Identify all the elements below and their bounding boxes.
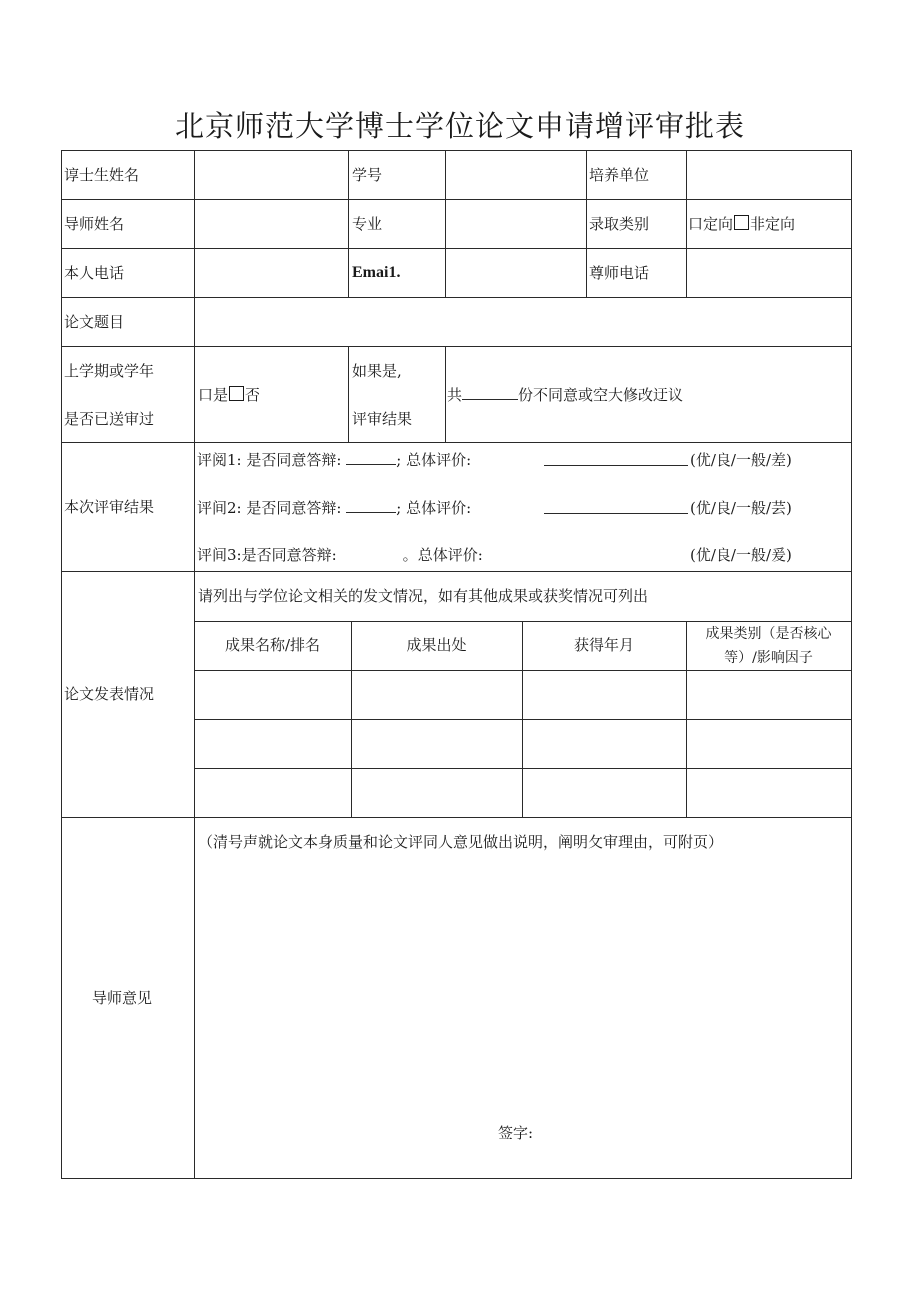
reviewer-2-line: 评间2: 是否同意答辩: ; 总体评价:	[197, 499, 472, 517]
advisor-opinion-field[interactable]	[196, 860, 849, 1110]
major-field[interactable]	[447, 201, 584, 247]
col-divider	[348, 150, 349, 298]
nondirected-option[interactable]: 非定向	[750, 215, 796, 233]
thesis-topic-field[interactable]	[196, 299, 849, 345]
col-divider	[686, 150, 687, 298]
row-divider	[61, 297, 852, 298]
student-id-field[interactable]	[447, 152, 584, 198]
personal-phone-label: 本人电话	[64, 264, 125, 282]
row-divider	[61, 248, 852, 249]
pub-header-category-line2: 等）/影响因子	[724, 650, 813, 666]
prior-review-options	[198, 385, 260, 405]
col-divider	[445, 150, 446, 298]
no-option[interactable]: 否	[245, 386, 261, 404]
advisor-name-field[interactable]	[196, 201, 346, 247]
advisor-phone-label: 尊师电话	[589, 264, 650, 282]
publications-instruction: 请列出与学位论文相关的发文情况，如有其他成果或获奖情况可列出	[198, 587, 649, 605]
page-title: 北京师范大学博士学位论文申请增评审批表	[174, 109, 745, 143]
table-row[interactable]	[195, 671, 851, 718]
row-divider	[61, 571, 852, 572]
if-yes-label-line2: 评审结果	[352, 410, 413, 428]
no-checkbox[interactable]	[229, 386, 244, 401]
major-label: 专业	[352, 215, 383, 233]
col-divider	[194, 150, 195, 1178]
table-border-right	[851, 150, 852, 1178]
reviewer-1-scale: (优/良/一般/差)	[690, 451, 792, 469]
result-count-blank[interactable]	[462, 385, 518, 400]
reviewer-2-agree-blank[interactable]	[346, 498, 396, 513]
admission-type-options	[688, 214, 795, 234]
student-name-field[interactable]	[196, 152, 346, 198]
pub-header-date: 获得年月	[573, 636, 634, 654]
reviewer-1-line: 评阅1: 是否同意答辩: ; 总体评价:	[197, 451, 472, 469]
row-divider	[61, 817, 852, 818]
row-divider	[61, 199, 852, 200]
if-yes-label-line1: 如果是,	[352, 362, 402, 380]
pub-header-category-line1: 成果类别（是否核心	[705, 626, 832, 642]
reviewer-3-scale: (优/良/一般/爰)	[690, 546, 792, 564]
email-label: Emai1.	[352, 264, 401, 281]
training-unit-label: 培养单位	[589, 166, 650, 184]
signature-field[interactable]	[545, 1118, 745, 1148]
pub-header-source: 成果出处	[406, 636, 467, 654]
email-field[interactable]	[447, 250, 584, 296]
pub-header-name: 成果名称/排名	[224, 636, 321, 654]
reviewer-3-line: 评间3:是否同意答辩: 。总体评价:	[197, 546, 483, 564]
pub-divider	[194, 621, 852, 622]
publications-label: 论文发表情况	[64, 685, 155, 703]
table-border-left	[61, 150, 62, 1178]
advisor-phone-field[interactable]	[688, 250, 849, 296]
reviewer-2-overall-blank[interactable]	[544, 499, 688, 514]
advisor-opinion-instruction: （清号声就论文本身质量和论文评同人意见做出说明，阐明攵审理由，可附页）	[198, 833, 724, 851]
table-border-bottom	[61, 1178, 852, 1179]
reviewer-2-scale: (优/良/一般/芸)	[690, 499, 792, 517]
reviewer-1-overall-blank[interactable]	[544, 451, 688, 466]
row-divider	[61, 346, 852, 347]
prior-review-label-line2: 是否已送审过	[64, 410, 155, 428]
row-divider	[61, 442, 852, 443]
training-unit-field[interactable]	[688, 152, 849, 198]
thesis-topic-label: 论文题目	[64, 313, 125, 331]
table-border-top	[61, 150, 852, 151]
table-row[interactable]	[195, 720, 851, 767]
col-divider	[445, 346, 446, 442]
student-name-label: 谆士生姓名	[64, 166, 140, 184]
col-divider	[586, 150, 587, 298]
table-row[interactable]	[195, 769, 851, 816]
signature-label: 签字:	[498, 1124, 534, 1142]
review-result-text: 共 份不同意或空大修改迂议	[447, 386, 684, 404]
student-id-label: 学号	[352, 166, 383, 184]
nondirected-checkbox[interactable]	[734, 215, 749, 230]
advisor-name-label: 导师姓名	[64, 215, 125, 233]
yes-option[interactable]: 口是	[198, 386, 229, 404]
advisor-opinion-label: 导师意见	[92, 989, 153, 1007]
col-divider	[348, 346, 349, 442]
reviewer-1-agree-blank[interactable]	[346, 450, 396, 465]
review-results-label: 本次评审结果	[64, 498, 155, 516]
admission-type-label: 录取类别	[589, 215, 650, 233]
personal-phone-field[interactable]	[196, 250, 346, 296]
prior-review-label-line1: 上学期或学年	[64, 362, 155, 380]
directed-option[interactable]: 口定向	[688, 215, 734, 233]
